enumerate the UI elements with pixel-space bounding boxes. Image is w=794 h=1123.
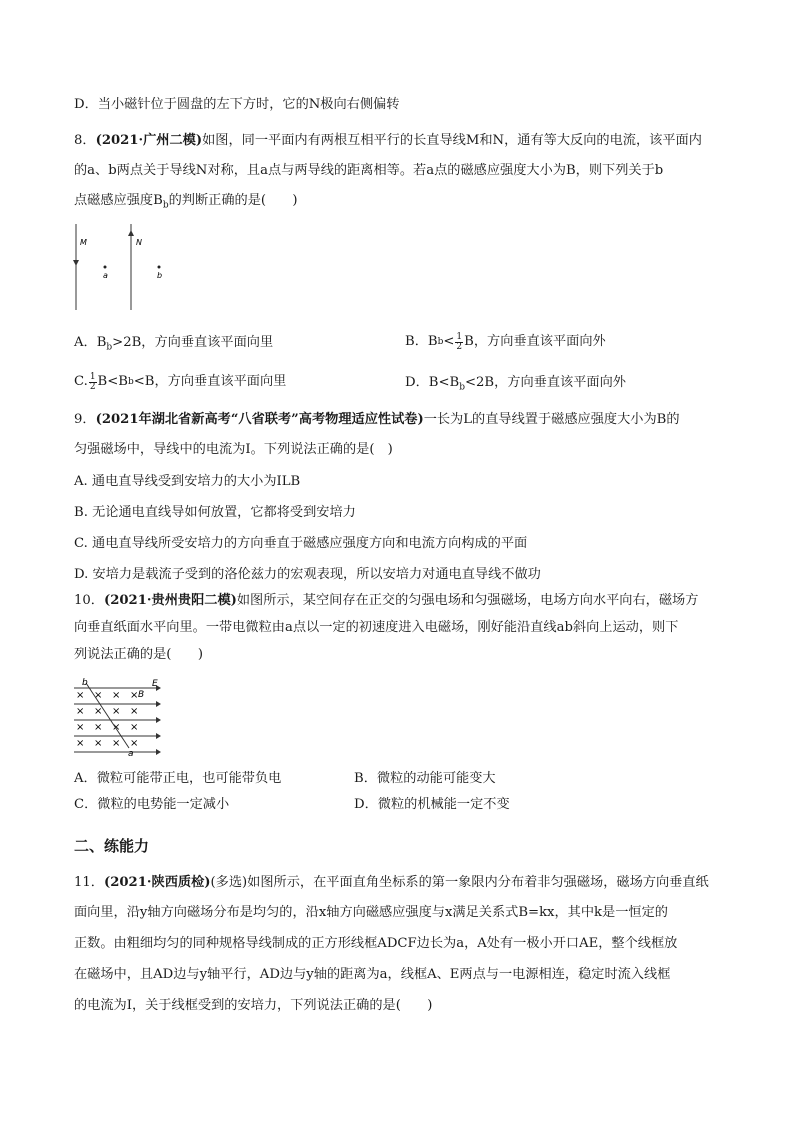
field-arrows <box>156 685 161 755</box>
svg-text:×: × <box>130 738 139 749</box>
q8-figure <box>70 222 180 314</box>
svg-text:×: × <box>112 706 121 717</box>
q10-line2: 向垂直纸面水平向里。一带电微粒由a点以一定的初速度进入电磁场，刚好能沿直线ab斜向上运动，则下 <box>74 620 679 635</box>
q8-line3: 点磁感应强度$B_b$的判断正确的是( ) <box>74 193 298 211</box>
q8-option-b: B．B b < $\frac{1}{2}$ B，方向垂直该平面向外 <box>405 331 606 352</box>
wire-m-arrow-down-icon <box>73 260 79 266</box>
svg-text:×: × <box>112 738 121 749</box>
q8-option-a: A．$B_b>2B$，方向垂直该平面向里 <box>74 335 274 353</box>
q9-option-c: C. 通电直导线所受安培力的方向垂直于磁感应强度方向和电流方向构成的平面 <box>74 536 528 551</box>
q8-line1-text: 如图，同一平面内有两根互相平行的长直导线M和N，通有等大反向的电流，该平面内 <box>202 133 702 148</box>
point-b-label: b <box>157 271 163 280</box>
wire-n-arrow-up-icon <box>128 230 134 236</box>
q8-option-c: C. $\frac{1}{2}$ B<B b <B，方向垂直该平面向里 <box>74 371 287 392</box>
q9-option-b: B. 无论通电直线导如何放置，它都将受到安培力 <box>74 505 356 520</box>
svg-text:×: × <box>76 690 85 701</box>
q8-number: 8． <box>74 133 96 148</box>
svg-text:×: × <box>94 722 103 733</box>
point-a-label: a <box>103 271 108 280</box>
q11-line5: 的电流为I，关于线框受到的安培力，下列说法正确的是( ) <box>74 998 433 1013</box>
q10-figure <box>72 676 162 758</box>
wire-m-label: M <box>80 238 87 247</box>
point-a <box>104 266 107 269</box>
q10-line3: 列说法正确的是( ) <box>74 647 203 662</box>
q10-option-b: B．微粒的动能可能变大 <box>354 771 496 786</box>
q10-option-a: A．微粒可能带正电，也可能带负电 <box>74 771 282 786</box>
q8-source: (2021·广州二模) <box>95 133 203 148</box>
label-b-field: B <box>138 690 145 700</box>
svg-text:×: × <box>112 722 121 733</box>
q9-option-d: D. 安培力是载流子受到的洛伦兹力的宏观表现，所以安培力对通电直导线不做功 <box>74 567 541 582</box>
point-b <box>158 266 161 269</box>
q7-option-d: D．当小磁针位于圆盘的左下方时，它的N极向右侧偏转 <box>74 97 400 112</box>
q9-line2: 匀强磁场中，导线中的电流为I。下列说法正确的是( ) <box>74 442 393 457</box>
q11-line2: 面向里，沿y轴方向磁场分布是均匀的，沿x轴方向磁感应强度与x满足关系式B=kx，其中k是一恒定的 <box>74 905 668 920</box>
fraction-one-half: $\frac{1}{2}$ <box>456 331 463 352</box>
q8-line1 <box>74 132 702 150</box>
svg-text:×: × <box>94 738 103 749</box>
q10-line1: 10．(2021·贵州贵阳二模)如图所示，某空间存在正交的匀强电场和匀强磁场，电场方向水平向右，磁场方 <box>74 593 699 608</box>
point-a-label: a <box>128 749 134 758</box>
point-b-label: b <box>82 678 88 688</box>
svg-text:×: × <box>94 706 103 717</box>
q10-option-d: D．微粒的机械能一定不变 <box>354 797 510 812</box>
q9-line1: 9．(2021年湖北省新高考“八省联考”高考物理适应性试卷)一长为L的直导线置于磁感应强度大小为B的 <box>74 412 680 427</box>
section-heading: 二、练能力 <box>74 837 150 855</box>
q11-line4: 在磁场中，且AD边与y轴平行，AD边与y轴的距离为a，线框A、E两点与一电源相连，稳定时流入线框 <box>74 967 671 982</box>
wire-n-label: N <box>136 238 142 247</box>
svg-text:×: × <box>112 690 121 701</box>
svg-text:×: × <box>94 690 103 701</box>
trajectory-ab <box>86 683 129 748</box>
label-e-field: E <box>152 679 158 689</box>
fraction-one-half: $\frac{1}{2}$ <box>89 371 96 392</box>
svg-text:×: × <box>76 738 85 749</box>
q11-line1: 11．(2021·陕西质检)(多选)如图所示，在平面直角坐标系的第一象限内分布着非匀强磁场，磁场方向垂直纸 <box>74 875 709 890</box>
q11-line3: 正数。由粗细均匀的同种规格导线制成的正方形线框ADCF边长为a，A处有一极小开口AE，整个线框放 <box>74 936 678 951</box>
q9-option-a: A. 通电直导线受到安培力的大小为ILB <box>74 474 301 489</box>
q8-option-d: D．$B<B_b<2B$，方向垂直该平面向外 <box>405 375 626 393</box>
svg-text:×: × <box>130 722 139 733</box>
svg-text:×: × <box>76 706 85 717</box>
svg-text:×: × <box>130 706 139 717</box>
q8-line2: 的a、b两点关于导线N对称，且a点与两导线的距离相等。若a点的磁感应强度大小为B，则下列关于b <box>74 163 664 178</box>
q10-option-c: C．微粒的电势能一定减小 <box>74 797 230 812</box>
svg-text:×: × <box>76 722 85 733</box>
svg-text:×: × <box>130 690 139 701</box>
